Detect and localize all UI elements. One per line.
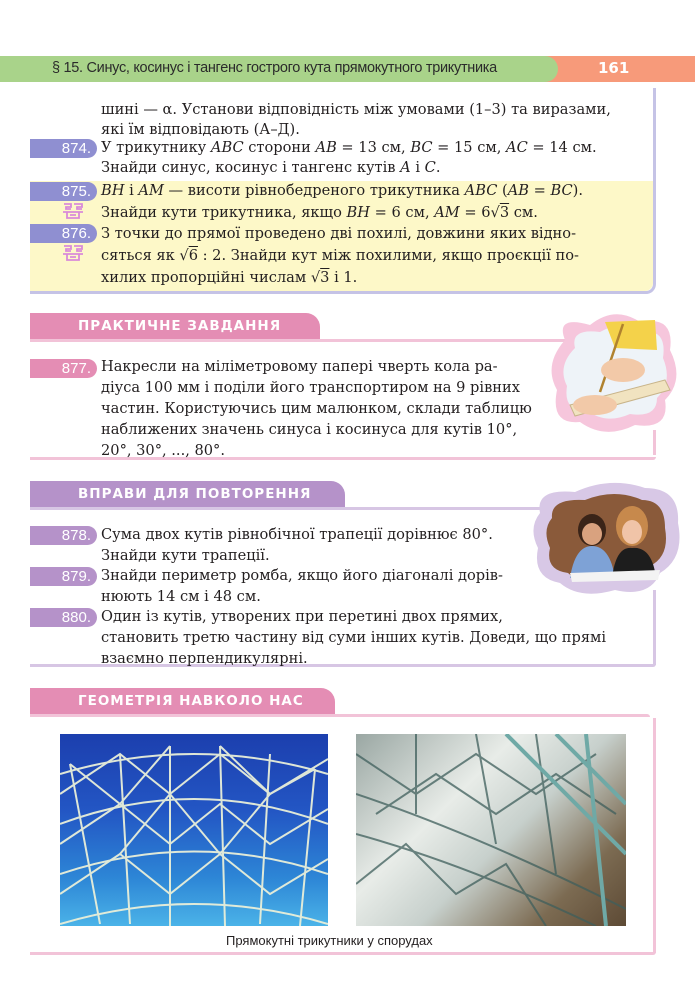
section-divider [30,952,656,955]
text-line: З точки до прямої проведено дві похилі, довжини яких відно- [101,225,577,242]
section-title-practical-task: ПРАКТИЧНЕ ЗАВДАННЯ [30,313,320,339]
text-line: шині — α. Установи відповідність між умовами (1–3) та виразами, [101,101,611,118]
text-line: Один із кутів, утворених при перетині двох прямих, [101,608,503,625]
page-number: 161 [598,59,630,77]
photos-caption: Прямокутні трикутники у спорудах [226,933,433,948]
exercise-number-877: 877. [30,359,97,378]
text-line: діуса 100 мм і поділи його транспортиром на 9 рівних [101,379,520,396]
text-line: У трикутнику ABC сторони AB = 13 см, BC = 15 см, AC = 14 см. [101,139,597,156]
steel-truss-roof-photo [356,734,626,926]
students-studying-illustration [530,478,685,598]
chapter-title: § 15. Синус, косинус і тангенс гострого кута прямокутного трикутника [52,60,497,76]
text-line: сяться як √6 : 2. Знайди кут між похилими, якщо проєкції по- [101,247,579,264]
hand-drawing-illustration [545,310,683,435]
section-title-review-exercises: ВПРАВИ ДЛЯ ПОВТОРЕННЯ [30,481,345,507]
exercise-number-876: 876. [30,224,97,243]
text-line: Знайди кути трапеції. [101,547,270,564]
text-line: Сума двох кутів рівнобічної трапеції дорівнює 80°. [101,526,493,543]
text-line: Знайди периметр ромба, якщо його діагоналі дорів- [101,567,503,584]
text-line: хилих пропорційні числам √3 і 1. [101,269,358,286]
text-line: частин. Користуючись цим малюнком, склади таблицю [101,400,532,417]
section-divider [30,339,590,342]
group-work-icon [62,244,84,262]
geodesic-dome-photo [60,734,328,926]
exercise-number-880: 880. [30,608,97,627]
section-divider [30,507,550,510]
section-title-geometry-around-us: ГЕОМЕТРІЯ НАВКОЛО НАС [30,688,335,714]
section-frame-right [653,718,656,953]
text-line: нюють 14 см і 48 см. [101,588,261,605]
section-divider [30,714,650,717]
text-line: Знайди синус, косинус і тангенс кутів A і C. [101,159,441,176]
text-line: взаємно перпендикулярні. [101,650,308,667]
text-line: Накресли на міліметровому папері чверть кола ра- [101,358,498,375]
text-line: які їм відповідають (А–Д). [101,121,300,138]
exercise-number-879: 879. [30,567,97,586]
section-frame-right [653,590,656,665]
page-header [0,56,695,82]
exercise-number-874: 874. [30,139,97,158]
exercise-number-875: 875. [30,182,97,201]
text-line: BH і AM — висоти рівнобедреного трикутника ABC (AB = BC). [101,182,583,199]
text-line: Знайди кути трикутника, якщо BH = 6 см, AM = 6√3 см. [101,204,538,221]
text-line: 20°, 30°, ..., 80°. [101,442,225,459]
exercise-number-878: 878. [30,526,97,545]
text-line: становить третю частину від суми інших кутів. Доведи, що прямі [101,629,607,646]
group-work-icon [62,202,84,220]
text-line: наближених значень синуса і косинуса для кутів 10°, [101,421,518,438]
